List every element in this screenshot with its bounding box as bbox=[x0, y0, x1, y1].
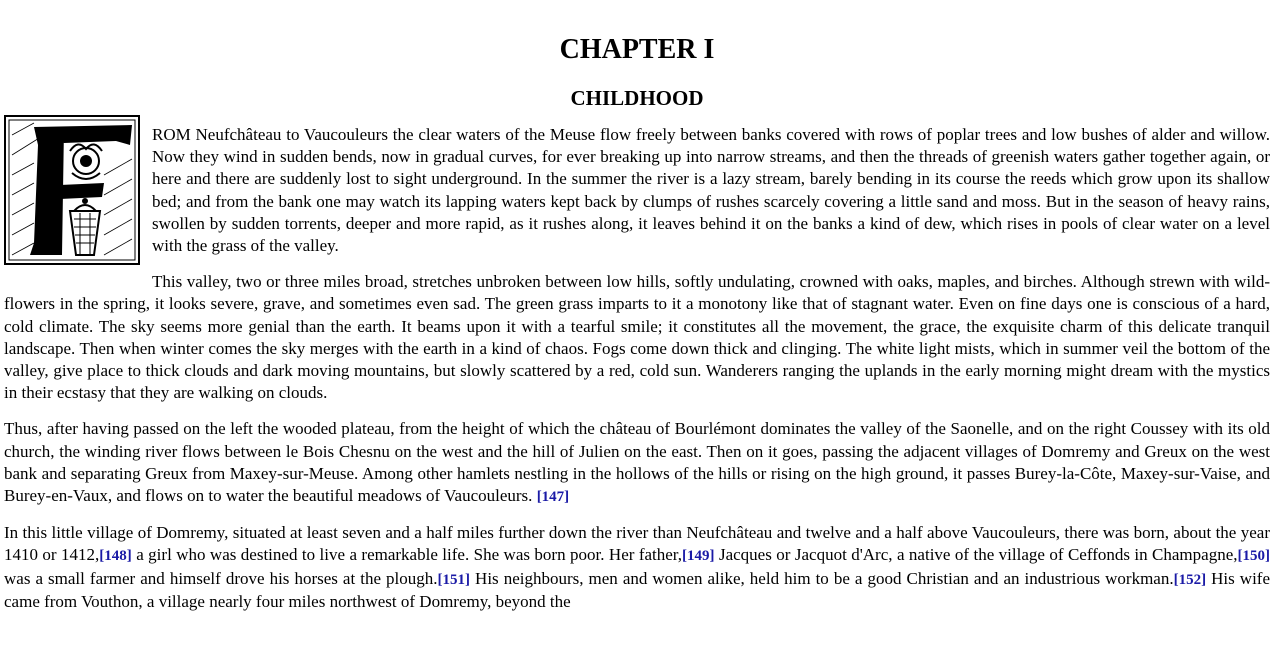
page bbox=[4, 0, 1270, 613]
paragraph-4-text-d: was a small farmer and himself drove his horses at the plough. bbox=[4, 568, 438, 588]
footnote-link-150[interactable]: [150] bbox=[1237, 548, 1270, 565]
chapter-heading: CHAPTER I bbox=[559, 34, 715, 65]
footnote-link-149[interactable]: [149] bbox=[682, 548, 715, 565]
paragraph-4-text-f: His wife came from Vouthon, a village nearly four miles northwest of Domremy, beyond the bbox=[4, 568, 1270, 611]
paragraph-2: This valley, two or three miles broad, stretches unbroken between low hills, softly undulating, crowned with oaks, maples, and birches. Although strewn with wild-flowers in the spring, it looks severe, grave, and sometimes even sad. The green grass imparts to it a monotony like that of stagnant water. Even on fine days one is conscious of a hard, cold climate. The sky seems more genial than the earth. It beams upon it with a tearful smile; it constitutes all the movement, the grace, the exquisite charm of this delicate tranquil landscape. Then when winter comes the sky merges with the earth in a kind of chaos. Fogs come down thick and clinging. The white light mists, which in summer veil the bottom of the valley, give place to thick clouds and dark moving mountains, but slowly scattered by a red, cold sun. Wanderers ranging the uplands in the early morning might dream with the mystics in their ecstasy that they are walking on clouds. bbox=[4, 272, 1270, 403]
footnote-link-147[interactable]: [147] bbox=[536, 489, 570, 506]
paragraph-4-text-b: a girl who was destined to live a remarkable life. She was born poor. Her father, bbox=[131, 545, 683, 565]
paragraph-1: ROM Neufchâteau to Vaucouleurs the clear waters of the Meuse flow freely between banks covered with rows of poplar trees and low bushes of alder and willow. Now they wind in sudden bends, now in gradual curves, for ever breaking up into narrow streams, and then the threads of greenish waters gather together again, or here and there are suddenly lost to sight underground. In the summer the river is a lazy stream, barely bending in its course the reeds which grow upon its shallow bed; and from the bank one may watch its lapping waters kept back by clumps of rushes scarcely covering a little sand and moss. But in the season of heavy rains, swollen by sudden torrents, deeper and more rapid, as it rushes along, it leaves behind it on the banks a kind of dew, which rises in pools of clear water on a level with the grass of the valley. bbox=[152, 125, 1270, 256]
ornamental-initial-f-icon bbox=[4, 115, 140, 265]
paragraph-3 bbox=[4, 418, 1270, 508]
chapter-subtitle: CHILDHOOD bbox=[570, 86, 704, 110]
footnote-link-151[interactable]: [151] bbox=[437, 571, 471, 588]
paragraph-3-text: Thus, after having passed on the left the wooded plateau, from the height of which the château of Bourlémont dominates the valley of the Saonelle, and on the right Coussey with its old church, the winding river flows between le Bois Chesnu on the west and the hill of Julien on the east. Then on it goes, passing the adjacent villages of Domremy and Greux on the west bank and separating Greux from Maxey-sur-Meuse. Among other hamlets nestling in the hollows of the hills or rising on the high ground, it passes Burey-la-Côte, Maxey-sur-Vaise, and Burey-en-Vaux, and flows on to water the beautiful meadows of Vaucouleurs. bbox=[4, 419, 1270, 506]
footnote-link-148[interactable]: [148] bbox=[99, 548, 132, 565]
footnote-link-152[interactable]: [152] bbox=[1173, 571, 1207, 588]
paragraph-4-text-e: His neighbours, men and women alike, held him to be a good Christian and an industrious workman. bbox=[470, 568, 1174, 588]
paragraph-4-text-c: Jacques or Jacquot d'Arc, a native of the village of Ceffonds in Champagne, bbox=[714, 545, 1238, 565]
paragraph-4-text-a: In this little village of Domremy, situated at least seven and a half miles further down the river than Neufchâteau and twelve and a half above Vaucouleurs, there was born, about the year 1410 or 1412, bbox=[4, 523, 1270, 565]
paragraph-4 bbox=[4, 522, 1270, 613]
